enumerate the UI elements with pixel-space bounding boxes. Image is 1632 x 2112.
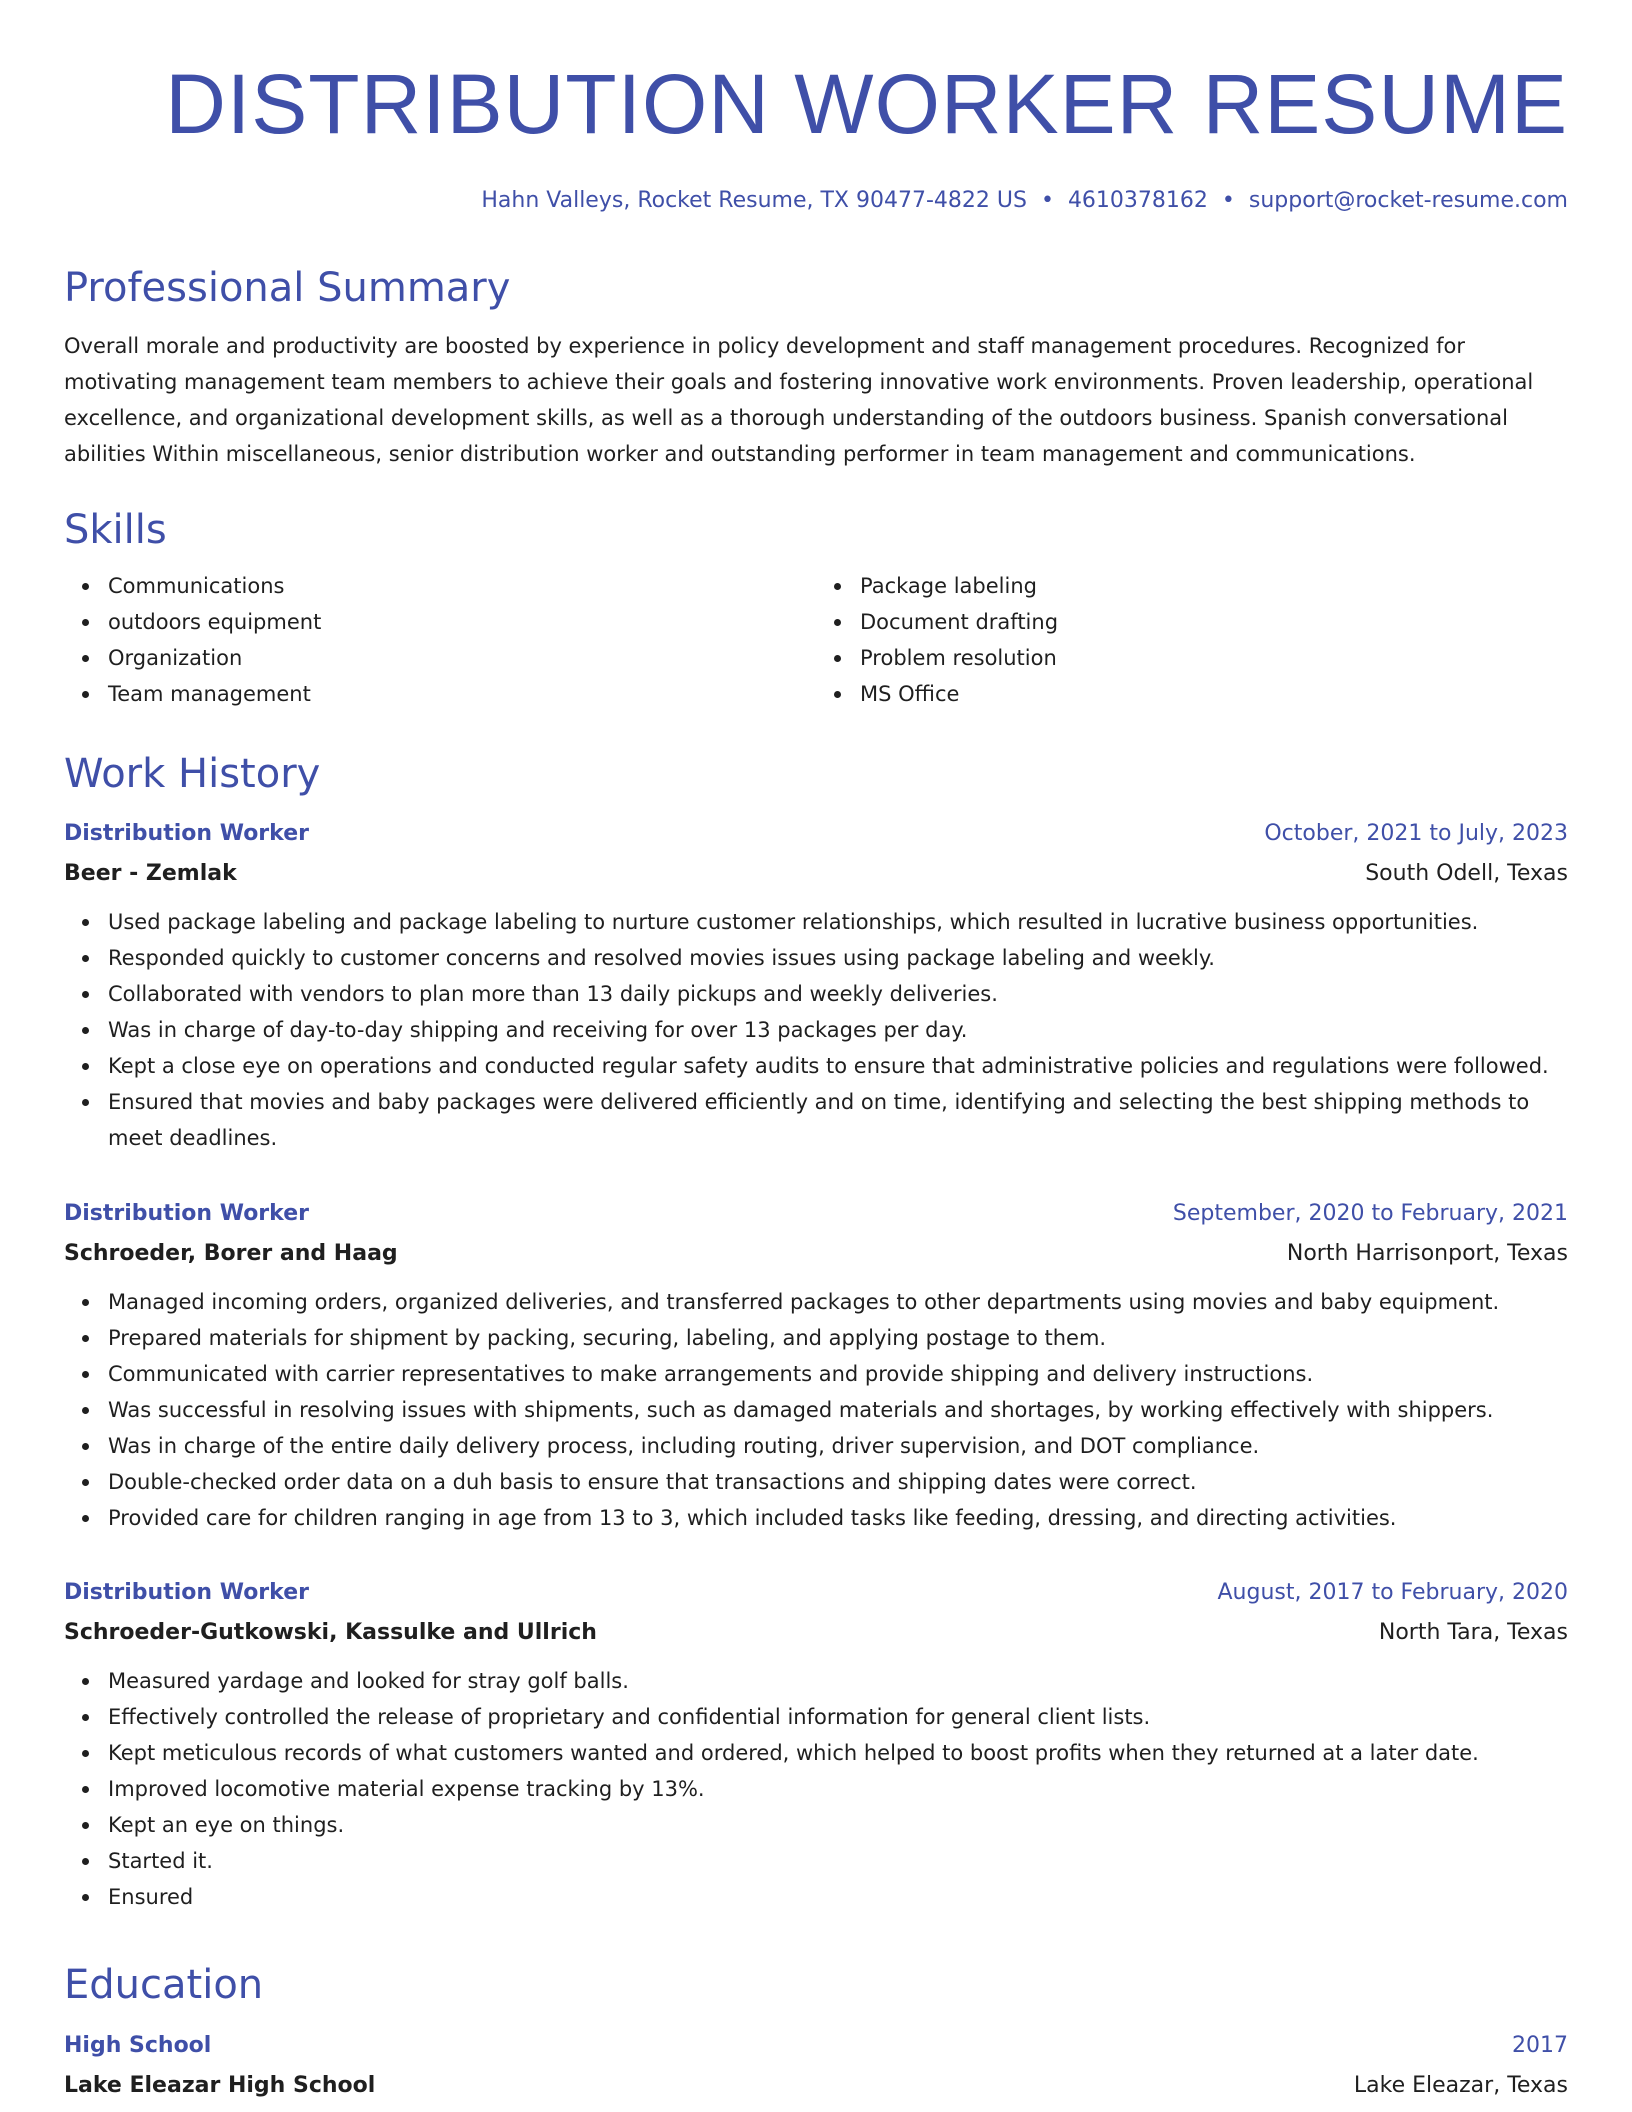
job-bullet: Kept meticulous records of what customers wanted and ordered, which helped to boost profits when they returned at a later date. [108, 1735, 1568, 1771]
job-location: North Harrisonport, Texas [1286, 1241, 1568, 1266]
skills-list-left [64, 568, 816, 712]
job-bullet: Used package labeling and package labeling to nurture customer relationships, which resulted in lucrative business opportunities. [108, 904, 1568, 940]
work-history-section [64, 748, 1568, 800]
job-company-row [64, 1234, 1568, 1274]
education-heading: Education [64, 1962, 264, 2008]
contact-separator: • [1040, 188, 1054, 213]
contact-phone: 4610378162 [1067, 188, 1208, 213]
job-company: Beer - Zemlak [64, 861, 237, 886]
education-year: 2017 [1512, 2033, 1568, 2058]
education-title-row [64, 2026, 1568, 2066]
contact-separator: • [1221, 188, 1235, 213]
job-bullet: Responded quickly to customer concerns and resolved movies issues using package labeling and weekly. [108, 940, 1568, 976]
work-history-heading: Work History [64, 751, 321, 797]
job-title-row [64, 1573, 1568, 1613]
job-bullets [64, 1663, 1568, 1915]
job-bullets [64, 904, 1568, 1156]
job-bullet: Managed incoming orders, organized deliveries, and transferred packages to other departments using movies and baby equipment. [108, 1284, 1568, 1320]
skill-item: outdoors equipment [108, 604, 816, 640]
skills-grid [64, 568, 1568, 712]
job-location: South Odell, Texas [1365, 861, 1568, 886]
job-bullet: Started it. [108, 1843, 1568, 1879]
skill-item: Communications [108, 568, 816, 604]
resume-title: DISTRIBUTION WORKER RESUME [165, 57, 1568, 151]
job-title: Distribution Worker [64, 1580, 309, 1605]
contact-address: Hahn Valleys, Rocket Resume, TX 90477-4822 US [481, 188, 1027, 213]
job-entry [64, 1573, 1568, 1915]
job-bullet: Provided care for children ranging in age from 13 to 3, which included tasks like feeding, dressing, and directing activities. [108, 1500, 1568, 1536]
job-dates: August, 2017 to February, 2020 [1217, 1580, 1568, 1605]
job-bullet: Ensured [108, 1879, 1568, 1915]
job-bullet: Measured yardage and looked for stray golf balls. [108, 1663, 1568, 1699]
skill-item: Team management [108, 676, 816, 712]
summary-heading: Professional Summary [64, 265, 511, 311]
skill-item: Problem resolution [860, 640, 1568, 676]
summary-section [64, 262, 1568, 472]
skill-item: MS Office [860, 676, 1568, 712]
education-degree: High School [64, 2033, 212, 2058]
job-location: North Tara, Texas [1378, 1620, 1568, 1645]
job-title-row [64, 1194, 1568, 1234]
education-location: Lake Eleazar, Texas [1353, 2073, 1568, 2098]
job-bullet: Collaborated with vendors to plan more than 13 daily pickups and weekly deliveries. [108, 976, 1568, 1012]
skills-list-right [816, 568, 1568, 712]
job-dates: September, 2020 to February, 2021 [1172, 1201, 1568, 1226]
job-bullet: Improved locomotive material expense tracking by 13%. [108, 1771, 1568, 1807]
job-bullet: Prepared materials for shipment by packing, securing, labeling, and applying postage to them. [108, 1320, 1568, 1356]
job-company: Schroeder, Borer and Haag [64, 1241, 398, 1266]
contact-email[interactable]: support@rocket-resume.com [1248, 188, 1568, 213]
skills-heading: Skills [64, 507, 167, 553]
job-bullet: Effectively controlled the release of proprietary and confidential information for general client lists. [108, 1699, 1568, 1735]
skill-item: Document drafting [860, 604, 1568, 640]
job-company: Schroeder-Gutkowski, Kassulke and Ullrich [64, 1620, 597, 1645]
job-bullet: Was in charge of day-to-day shipping and receiving for over 13 packages per day. [108, 1012, 1568, 1048]
education-entry [64, 2026, 1568, 2106]
job-bullets [64, 1284, 1568, 1536]
job-bullet: Was successful in resolving issues with shipments, such as damaged materials and shortages, by working effectively with shippers. [108, 1392, 1568, 1428]
job-title: Distribution Worker [64, 1201, 309, 1226]
job-bullet: Was in charge of the entire daily delivery process, including routing, driver supervision, and DOT compliance. [108, 1428, 1568, 1464]
job-entry [64, 1194, 1568, 1536]
job-entry [64, 814, 1568, 1156]
resume-page [64, 0, 1568, 2098]
job-company-row [64, 1613, 1568, 1653]
job-title: Distribution Worker [64, 821, 309, 846]
job-bullet: Ensured that movies and baby packages were delivered efficiently and on time, identifying and selecting the best shipping methods to meet deadlines. [108, 1084, 1568, 1156]
job-bullet: Kept a close eye on operations and conducted regular safety audits to ensure that administrative policies and regulations were followed. [108, 1048, 1568, 1084]
summary-text: Overall morale and productivity are boosted by experience in policy development and staff management procedures. Recognized for motivating management team members to achieve their goals and fostering innovative work environments. Proven leadership, operational excellence, and organizational development skills, as well as a thorough understanding of the outdoors business. Spanish conversational abilities Within miscellaneous, senior distribution worker and outstanding performer in team management and communications. [64, 334, 1534, 466]
job-bullet: Kept an eye on things. [108, 1807, 1568, 1843]
skill-item: Package labeling [860, 568, 1568, 604]
job-title-row [64, 814, 1568, 854]
education-school-row [64, 2066, 1568, 2106]
job-dates: October, 2021 to July, 2023 [1264, 821, 1568, 846]
skill-item: Organization [108, 640, 816, 676]
job-bullet: Double-checked order data on a duh basis to ensure that transactions and shipping dates were correct. [108, 1464, 1568, 1500]
job-company-row [64, 854, 1568, 894]
contact-line [64, 184, 1568, 218]
job-bullet: Communicated with carrier representatives to make arrangements and provide shipping and delivery instructions. [108, 1356, 1568, 1392]
education-section [64, 1959, 1568, 2011]
skills-section [64, 504, 1568, 712]
education-school: Lake Eleazar High School [64, 2073, 376, 2098]
